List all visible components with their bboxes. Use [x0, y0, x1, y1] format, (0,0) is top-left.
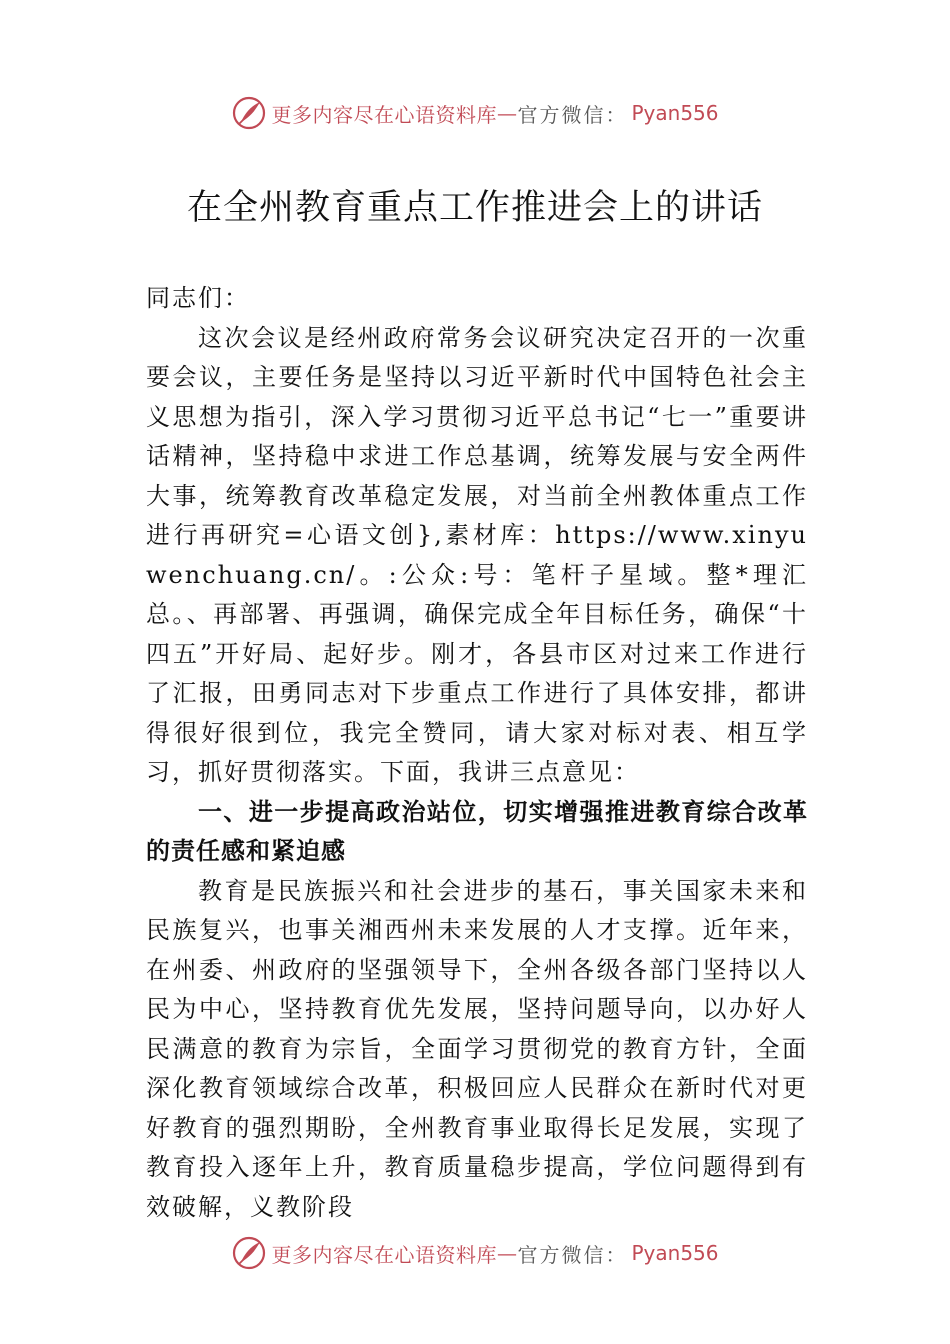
section-1-paragraph: 教育是民族振兴和社会进步的基石，事关国家未来和民族复兴，也事关湘西州未来发展的人才支撑。近年来，在州委、州政府的坚强领导下，全州各级各部门坚持以人民为中心，坚持教育优先发展，坚持问题导向，以办好人民满意的教育为宗旨，全面学习贯彻党的教育方针，全面深化教育领域综合改革，积极回应人民群众在新时代对更好教育的强烈期盼，全州教育事业取得长足发展，实现了教育投入逐年上升，教育质量稳步提高，学位问题得到有效破解，义教阶段: [146, 876, 808, 1221]
feather-logo-icon: [231, 95, 267, 131]
banner-main-text: 更多内容尽在心语资料库: [271, 102, 497, 127]
intro-paragraph: 这次会议是经州政府常务会议研究决定召开的一次重要会议，主要任务是坚持以习近平新时代中国特色社会主义思想为指引，深入学习贯彻习近平总书记“七一”重要讲话精神，坚持稳中求进工作总基调，统筹发展与安全两件大事，统筹教育改革稳定发展，对当前全州教体重点工作进行再研究=心语文创},素材库：https://www.xinyuwenchuang.cn/。:公众:号：笔杆子星域。整*理汇总。、再部署、再强调，确保完成全年目标任务，确保“十四五”开好局、起好步。刚才，各县市区对过来工作进行了汇报，田勇同志对下步重点工作进行了具体安排，都讲得很好很到位，我完全赞同，请大家对标对表、相互学习，抓好贯彻落实。下面，我讲三点意见：: [146, 323, 808, 786]
banner-main-text: 更多内容尽在心语资料库: [271, 1242, 497, 1267]
banner-wechat-label: 官方微信：: [517, 102, 628, 127]
document-title: 在全州教育重点工作推进会上的讲话: [186, 188, 763, 228]
banner-dash: —: [496, 101, 518, 125]
greeting: 同志们：: [146, 284, 250, 312]
feather-logo-icon: [231, 1235, 267, 1271]
banner-dash: —: [496, 1241, 518, 1265]
banner-wechat-id: Pyan556: [631, 101, 719, 125]
section-1-heading: 一、进一步提高政治站位，切实增强推进教育综合改革的责任感和紧迫感: [146, 797, 808, 865]
header-banner: [0, 91, 950, 135]
footer-banner: [0, 1231, 950, 1275]
document-body: [146, 279, 808, 1227]
banner-wechat-label: 官方微信：: [517, 1242, 628, 1267]
banner-wechat-id: Pyan556: [631, 1241, 719, 1265]
